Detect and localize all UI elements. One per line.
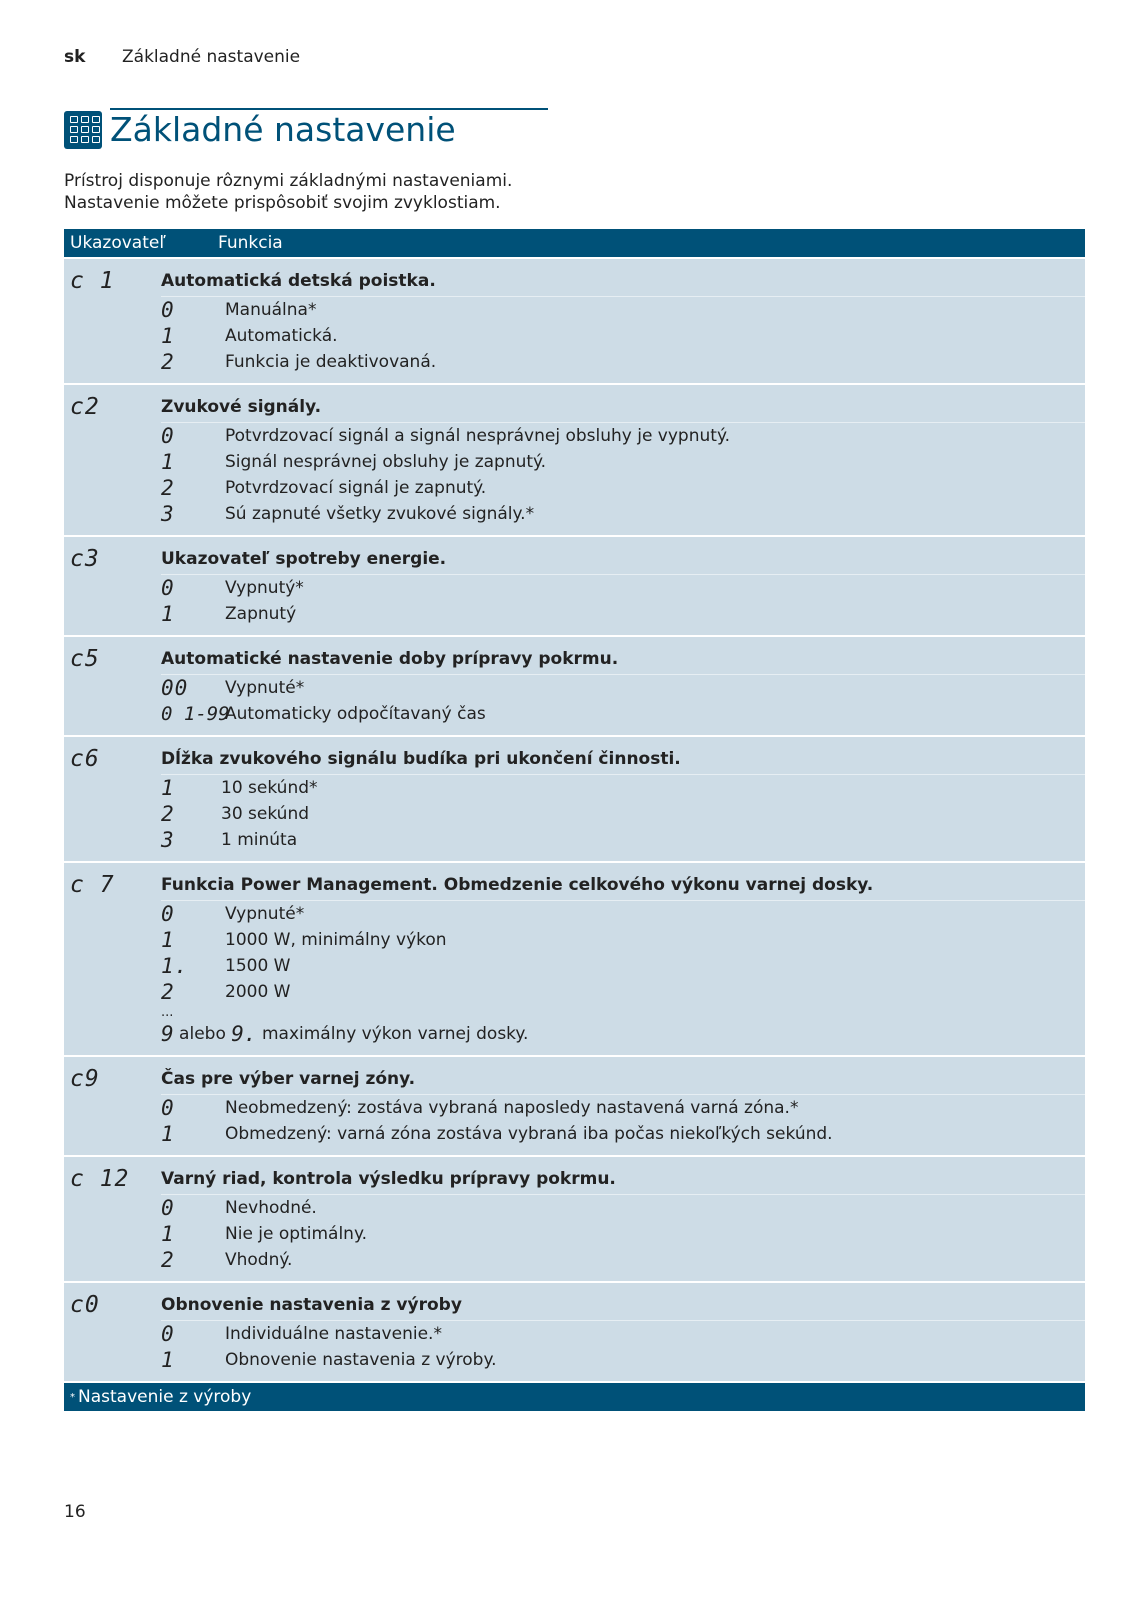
- option-item: [161, 1247, 1085, 1273]
- option-max-power-s2: 9.: [231, 1022, 257, 1046]
- footnote-text: Nastavenie z výroby: [78, 1387, 252, 1407]
- option-item: [161, 349, 1085, 375]
- setting-code: c0: [70, 1292, 100, 1318]
- intro-line: Prístroj disponuje rôznymi základnými nastaveniami.: [64, 171, 513, 191]
- option-item: [161, 601, 1085, 627]
- setting-code: c 12: [70, 1166, 130, 1192]
- intro-text: [64, 170, 512, 214]
- option-text: 1 minúta: [221, 830, 298, 850]
- option-text: 2000 W: [225, 982, 291, 1002]
- option-text: Zapnutý: [225, 604, 297, 624]
- setting-title: Automatické nastavenie doby prípravy pokrmu.: [161, 637, 1085, 675]
- option-item: [161, 323, 1085, 349]
- option-item: [161, 575, 1085, 601]
- setting-title: Zvukové signály.: [161, 385, 1085, 423]
- setting-code: c9: [70, 1066, 100, 1092]
- option-item: [161, 675, 1085, 701]
- table-footnote: [64, 1383, 1085, 1411]
- option-value: 0: [161, 576, 175, 600]
- option-item: [161, 475, 1085, 501]
- option-item: [161, 501, 1085, 527]
- setting-function: [161, 385, 1085, 535]
- footnote-mark: *: [70, 1391, 75, 1403]
- setting-function: [161, 1283, 1085, 1381]
- table-row: [64, 1155, 1085, 1281]
- option-item: [161, 1347, 1085, 1373]
- option-text: Potvrdzovací signál a signál nesprávnej obsluhy je vypnutý.: [225, 426, 730, 446]
- option-value: 3: [161, 502, 175, 526]
- option-value: 1: [161, 928, 175, 952]
- option-value: 0: [161, 902, 175, 926]
- option-text: 10 sekúnd*: [221, 778, 318, 798]
- option-text: Vhodný.: [225, 1250, 293, 1270]
- title-block: [64, 110, 456, 150]
- option-item: [161, 979, 1085, 1005]
- setting-function: [161, 1057, 1085, 1155]
- option-max-power-s1: 9: [161, 1022, 174, 1046]
- option-item: [161, 701, 1085, 727]
- running-section: Základné nastavenie: [122, 47, 301, 67]
- table-body: [64, 257, 1085, 1381]
- option-value: 1: [161, 1222, 175, 1246]
- option-item: [161, 801, 1085, 827]
- setting-title: Ukazovateľ spotreby energie.: [161, 537, 1085, 575]
- language-code: sk: [64, 47, 86, 67]
- setting-title: Automatická detská poistka.: [161, 259, 1085, 297]
- option-text: Vypnutý*: [225, 578, 304, 598]
- setting-code: c 1: [70, 268, 115, 294]
- header-indicator: Ukazovateľ: [70, 233, 166, 253]
- option-text: Vypnuté*: [225, 904, 305, 924]
- option-text: 1500 W: [225, 956, 291, 976]
- option-text: Manuálna*: [225, 300, 317, 320]
- option-max-power-mid: alebo: [173, 1024, 232, 1044]
- intro-line: Nastavenie môžete prispôsobiť svojim zvyklostiam.: [64, 193, 501, 213]
- setting-function: [161, 1157, 1085, 1281]
- option-value: 2: [161, 1248, 175, 1272]
- option-text: Obmedzený: varná zóna zostáva vybraná iba počas niekoľkých sekúnd.: [225, 1124, 833, 1144]
- setting-title: Funkcia Power Management. Obmedzenie celkového výkonu varnej dosky.: [161, 863, 1085, 901]
- option-item: [161, 1221, 1085, 1247]
- option-value: 00: [161, 676, 189, 700]
- option-value: 0: [161, 1096, 175, 1120]
- option-text: Automaticky odpočítavaný čas: [225, 704, 486, 724]
- option-value: 1: [161, 324, 175, 348]
- option-value: 2: [161, 350, 175, 374]
- option-text: Obnovenie nastavenia z výroby.: [225, 1350, 497, 1370]
- option-item: [161, 953, 1085, 979]
- option-value: 0: [161, 1322, 175, 1346]
- header-function: Funkcia: [218, 233, 283, 253]
- setting-function: [161, 863, 1085, 1055]
- setting-function: [161, 259, 1085, 383]
- option-ellipsis: ...: [161, 1005, 174, 1020]
- page-number: 16: [64, 1502, 86, 1522]
- hob-settings-grid-icon: [64, 111, 102, 149]
- option-value: 2: [161, 802, 175, 826]
- option-value: 3: [161, 828, 175, 852]
- setting-function: [161, 637, 1085, 735]
- option-text: Funkcia je deaktivovaná.: [225, 352, 437, 372]
- setting-title: Dĺžka zvukového signálu budíka pri ukončení činnosti.: [161, 737, 1085, 775]
- table-row: [64, 635, 1085, 735]
- option-value: 2: [161, 476, 175, 500]
- running-head: [64, 47, 300, 67]
- option-value: 1: [161, 1348, 175, 1372]
- option-value: 1: [161, 1122, 175, 1146]
- option-text: Nie je optimálny.: [225, 1224, 367, 1244]
- table-row: [64, 383, 1085, 535]
- setting-code: c2: [70, 394, 100, 420]
- setting-code: c5: [70, 646, 100, 672]
- table-row: [64, 1281, 1085, 1381]
- option-item: [161, 901, 1085, 927]
- option-item: [161, 1321, 1085, 1347]
- settings-table: [64, 229, 1085, 1411]
- setting-code: c6: [70, 746, 100, 772]
- setting-title: Varný riad, kontrola výsledku prípravy pokrmu.: [161, 1157, 1085, 1195]
- option-text: Vypnuté*: [225, 678, 305, 698]
- option-item: [161, 423, 1085, 449]
- option-value: 0: [161, 424, 175, 448]
- table-row: [64, 861, 1085, 1055]
- option-text: Signál nesprávnej obsluhy je zapnutý.: [225, 452, 547, 472]
- option-max-power-text: maximálny výkon varnej dosky.: [256, 1024, 529, 1044]
- option-value: 1: [161, 450, 175, 474]
- option-item: [161, 1095, 1085, 1121]
- setting-code: c 7: [70, 872, 115, 898]
- table-row: [64, 257, 1085, 383]
- setting-title: Čas pre výber varnej zóny.: [161, 1057, 1085, 1095]
- option-text: Neobmedzený: zostáva vybraná naposledy nastavená varná zóna.*: [225, 1098, 799, 1118]
- table-row: [64, 735, 1085, 861]
- table-header: [64, 229, 1085, 257]
- setting-function: [161, 537, 1085, 635]
- option-item: [161, 1195, 1085, 1221]
- option-value: 0: [161, 298, 175, 322]
- option-text: Potvrdzovací signál je zapnutý.: [225, 478, 487, 498]
- option-text: Nevhodné.: [225, 1198, 317, 1218]
- option-value: 1.: [161, 954, 189, 978]
- option-item: [161, 449, 1085, 475]
- setting-function: [161, 737, 1085, 861]
- page-title: Základné nastavenie: [110, 110, 456, 149]
- table-row: [64, 535, 1085, 635]
- option-text: 1000 W, minimálny výkon: [225, 930, 447, 950]
- option-max-power: [161, 1021, 1085, 1047]
- option-item: [161, 775, 1085, 801]
- table-row: [64, 1055, 1085, 1155]
- option-text: Individuálne nastavenie.*: [225, 1324, 442, 1344]
- setting-code: c3: [70, 546, 100, 572]
- option-item: [161, 297, 1085, 323]
- option-item: [161, 827, 1085, 853]
- option-value: 1: [161, 602, 175, 626]
- option-value: 0 1-99: [161, 703, 230, 725]
- option-value: 1: [161, 776, 175, 800]
- option-text: Sú zapnuté všetky zvukové signály.*: [225, 504, 535, 524]
- option-value: 2: [161, 980, 175, 1004]
- option-item: [161, 1121, 1085, 1147]
- option-item: [161, 927, 1085, 953]
- option-value: 0: [161, 1196, 175, 1220]
- setting-title: Obnovenie nastavenia z výroby: [161, 1283, 1085, 1321]
- option-text: Automatická.: [225, 326, 338, 346]
- option-text: 30 sekúnd: [221, 804, 310, 824]
